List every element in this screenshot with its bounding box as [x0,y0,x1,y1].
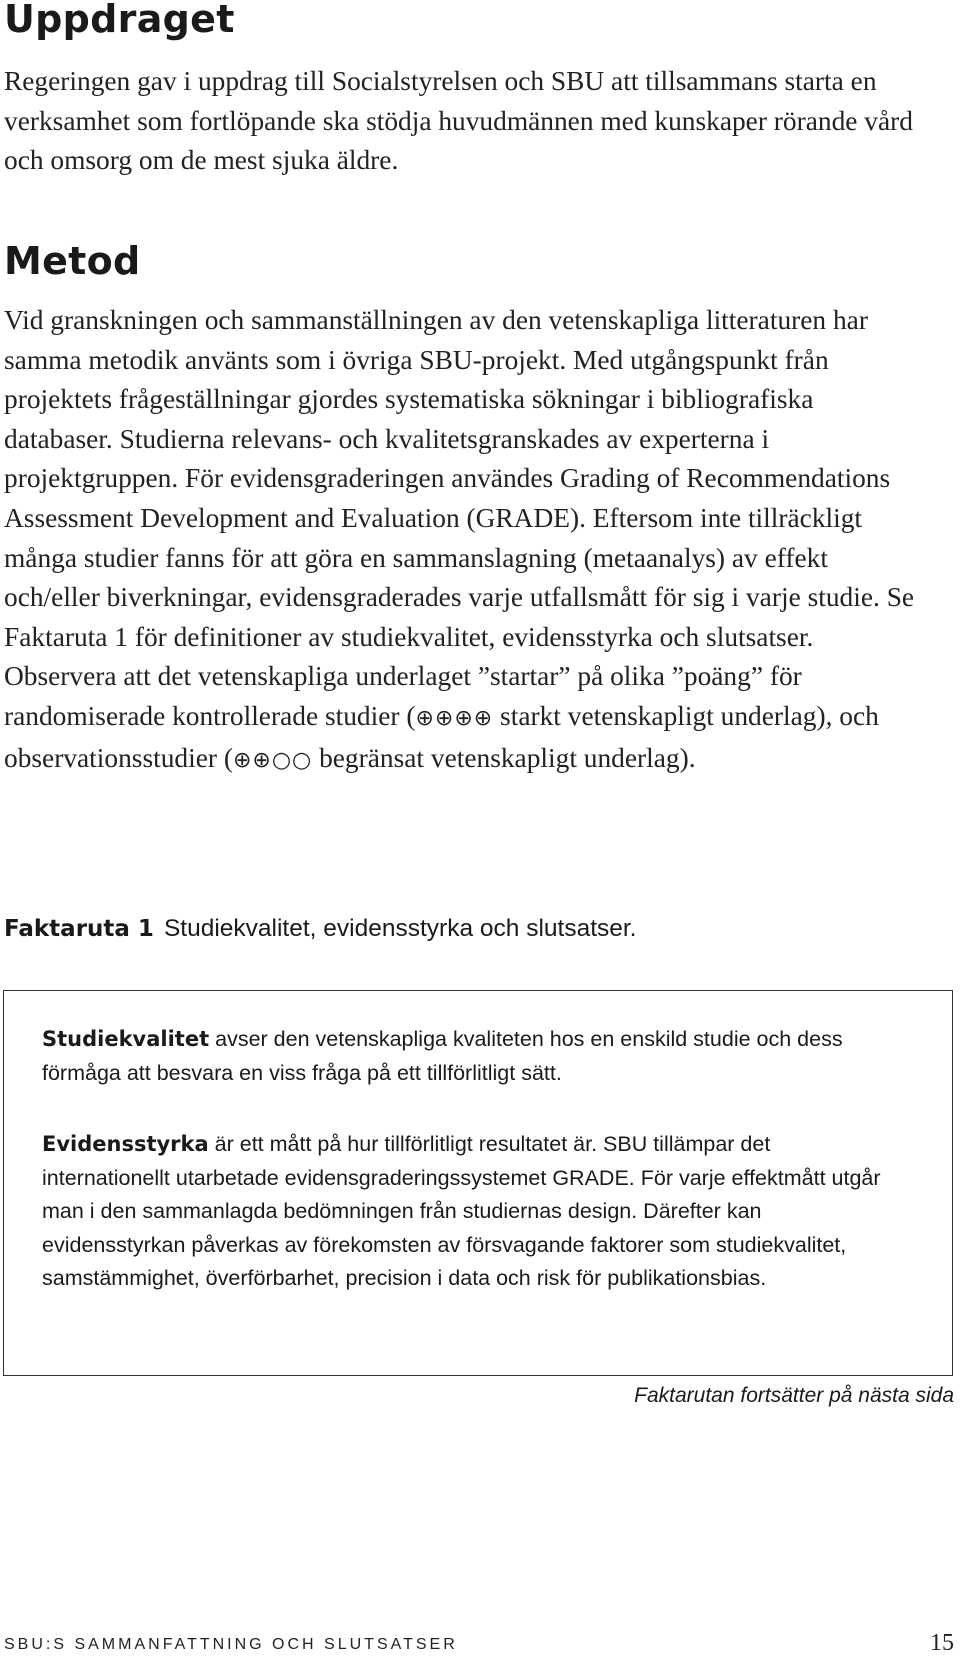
metod-text-part-1: Vid granskningen och sammanställningen av den vetenskapliga litteraturen har samma metodik använts som i övriga SBU-projekt. Med utgångspunkt från projektets frågeställningar gjordes systematiska sökningar i bibliografiska databaser. Studierna relevans- och kvalitetsgranskades av experterna i projektgruppen. För evidensgraderingen användes Grading of Recommendations Assessment Development and Evaluation (GRADE). Eftersom inte tillräckligt många studier fanns för att göra en sammanslagning (metaanalys) av effekt och/eller biverkningar, evidensgraderades varje utfallsmått för sig i varje studie. Se Faktaruta 1 för definitioner av studiekvalitet, evidensstyrka och slutsatser. Observera att det vetenskapliga underlaget ”startar” på olika ”poäng” för randomiserade kontrollerade studier ( [4,305,915,731]
uppdraget-paragraph: Regeringen gav i uppdrag till Socialstyrelsen och SBU att tillsammans starta en verksamhet som fortlöpande ska stödja huvudmännen med kunskaper rörande vård och omsorg om de mest sjuka äldre. [4,66,913,176]
definition-evidensstyrka: är ett mått på hur tillförlitligt resultatet är. SBU tillämpar det internationellt utarbetade evidensgraderingssystemet GRADE. För varje effektmått utgår man i den sammanlagda bedömningen från studiernas design. Därefter kan evidensstyrkan påverkas av förekomsten av försvagande faktorer som studiekvalitet, samstämmighet, överförbarhet, precision i data och risk för publikationsbias. [42,1132,881,1291]
term-studiekvalitet: Studiekvalitet [42,1027,210,1051]
faktaruta-caption-text: Studiekvalitet, evidensstyrka och slutsatser. [163,915,637,942]
definition-studiekvalitet: avser den vetenskapliga kvaliteten hos en enskild studie och dess förmåga att besvara en viss fråga på ett tillförlitligt sätt. [42,1027,843,1085]
faktaruta-label: Faktaruta 1 [4,916,154,942]
metod-text-part-3: begränsat vetenskapligt underlag). [312,742,696,773]
grade-limited-symbols: ⊕⊕○○ [232,747,313,773]
faktaruta-continues-note: Faktarutan fortsätter på nästa sida [634,1384,954,1407]
faktaruta-paragraph-studiekvalitet [42,1023,902,1090]
faktaruta-caption [4,915,637,943]
section-title-metod: Metod [4,239,141,283]
metod-paragraph [4,301,919,780]
section-title-uppdraget: Uppdraget [4,0,235,41]
grade-strong-symbols: ⊕⊕⊕⊕ [415,705,494,731]
running-footer-title: SBU:S SAMMANFATTNING OCH SLUTSATSER [4,1636,458,1653]
page-number: 15 [930,1630,954,1656]
faktaruta-box [3,990,953,1376]
faktaruta-paragraph-evidensstyrka [42,1128,902,1296]
term-evidensstyrka: Evidensstyrka [42,1132,209,1156]
metod-text-part-2: starkt vetenskapligt underlag), och observationsstudier ( [4,700,879,773]
